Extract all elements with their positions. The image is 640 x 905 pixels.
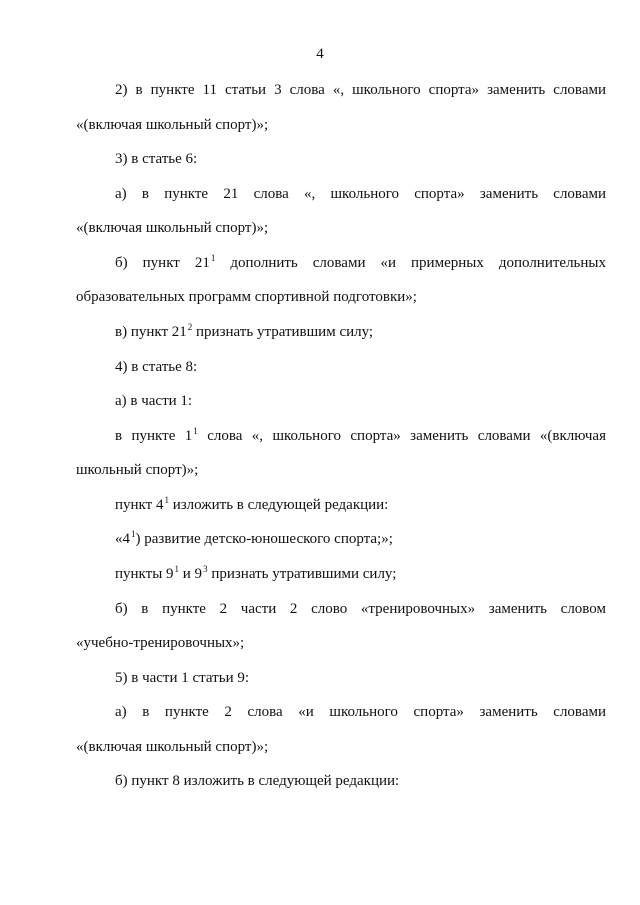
paragraph-line: «учебно-тренировочных»; xyxy=(76,635,245,651)
paragraph-line: а) в пункте 21 слова «, школьного спорта» заменить словами xyxy=(115,186,606,202)
paragraph-line: 4) в статье 8: xyxy=(115,359,198,375)
paragraph-line: б) пункт 8 изложить в следующей редакции: xyxy=(115,773,400,789)
paragraph-line: а) в части 1: xyxy=(115,393,193,409)
paragraph-line: 3) в статье 6: xyxy=(115,151,198,167)
paragraph-line: в пункте $1^1$ слова «, школьного спорта» заменить словами «(включая xyxy=(115,426,606,444)
paragraph-line: пункты $9^1$ и $9^3$ признать утратившими силу; xyxy=(115,564,397,582)
paragraph-line: образовательных программ спортивной подготовки»; xyxy=(76,289,417,305)
paragraph-line: «(включая школьный спорт)»; xyxy=(76,117,269,133)
paragraph-line: 5) в части 1 статьи 9: xyxy=(115,670,250,686)
paragraph-line: 2) в пункте 11 статьи 3 слова «, школьного спорта» заменить словами xyxy=(115,82,606,98)
paragraph-line: а) в пункте 2 слова «и школьного спорта» заменить словами xyxy=(115,704,606,720)
page-number: 4 xyxy=(316,46,324,62)
paragraph-line: пункт $4^1$ изложить в следующей редакции: xyxy=(115,495,389,513)
paragraph-line: б) пункт $21^1$ дополнить словами «и примерных дополнительных xyxy=(115,253,607,271)
paragraph-line: «(включая школьный спорт)»; xyxy=(76,739,269,755)
paragraph-line: б) в пункте 2 части 2 слово «тренировочных» заменить словом xyxy=(115,601,606,617)
paragraph-line: в) пункт $21^2$ признать утратившим силу; xyxy=(115,322,374,340)
paragraph-line: «(включая школьный спорт)»; xyxy=(76,220,269,236)
paragraph-line: школьный спорт)»; xyxy=(76,462,199,478)
paragraph-line: «$4^1$) развитие детско-юношеского спорта;»; xyxy=(115,529,393,547)
